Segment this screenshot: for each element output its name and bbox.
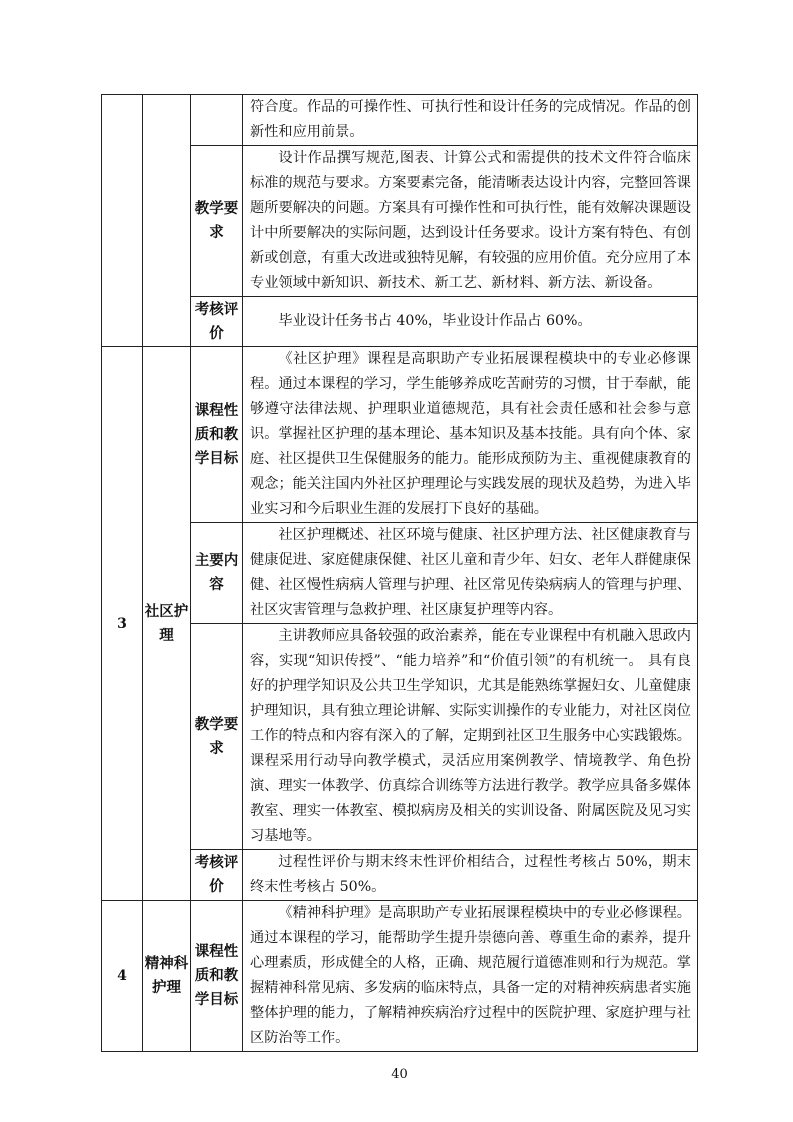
table-row [102,624,698,850]
table-row [102,347,698,523]
course-table [101,94,698,1052]
row-label: 考核评价 [191,297,243,347]
table-row [102,297,698,347]
row-text: 主讲教师应具备较强的政治素养，能在专业课程中有机融入思政内容，实现“知识传授”、“能力培养”和“价值引领”的有机统一。 具有良好的护理学知识及公共卫生学知识，尤其是能熟练掌握妇女、儿童健康护理知识，具有独立理论讲解、实际实训操作的专业能力，对社区岗位工作的特点和内容有深入的了解，定期到社区卫生服务中心实践锻炼。课程采用行动导向教学模式，灵活应用案例教学、情境教学、角色扮演、理实一体教学、仿真综合训练等方法进行教学。教学应具备多媒体教室、理实一体教室、模拟病房及相关的实训设备、附属医院及见习实习基地等。 [243,624,698,850]
course-name: 社区护理 [143,347,191,901]
row-label: 主要内容 [191,523,243,624]
row-label: 课程性质和教学目标 [191,347,243,523]
row-label: 教学要求 [191,624,243,850]
row-text: 设计作品撰写规范,图表、计算公式和需提供的技术文件符合临床标准的规范与要求。方案要素完备，能清晰表达设计内容，完整回答课题所要解决的问题。方案具有可操作性和可执行性，能有效解决课题设计中所要解决的实际问题，达到设计任务要求。设计方案有特色、有创新或创意，有重大改进或独特见解，有较强的应用价值。充分应用了本专业领域中新知识、新技术、新工艺、新材料、新方法、新设备。 [243,146,698,297]
row-label [191,95,243,146]
table-row [102,901,698,1052]
course-name: 精神科护理 [143,901,191,1052]
table-row [102,146,698,297]
row-text: 社区护理概述、社区环境与健康、社区护理方法、社区健康教育与健康促进、家庭健康保健、社区儿童和青少年、妇女、老年人群健康保健、社区慢性病病人管理与护理、社区常见传染病病人的管理与护理、社区灾害管理与急救护理、社区康复护理等内容。 [243,523,698,624]
row-number: 3 [102,347,143,901]
table-row [102,850,698,901]
row-label: 课程性质和教学目标 [191,901,243,1052]
row-text: 毕业设计任务书占 40%，毕业设计作品占 60%。 [243,297,698,347]
page-number: 40 [391,1067,408,1082]
row-text: 《社区护理》课程是高职助产专业拓展课程模块中的专业必修课程。通过本课程的学习，学生能够养成吃苦耐劳的习惯，甘于奉献，能够遵守法律法规、护理职业道德规范，具有社会责任感和社会参与意识。掌握社区护理的基本理论、基本知识及基本技能。具有向个体、家庭、社区提供卫生保健服务的能力。能形成预防为主、重视健康教育的观念；能关注国内外社区护理理论与实践发展的现状及趋势，为进入毕业实习和今后职业生涯的发展打下良好的基础。 [243,347,698,523]
row-label: 考核评价 [191,850,243,901]
row-number: 4 [102,901,143,1052]
table-row [102,95,698,146]
row-text: 《精神科护理》是高职助产专业拓展课程模块中的专业必修课程。通过本课程的学习，能帮助学生提升崇德向善、尊重生命的素养，提升心理素质，形成健全的人格，正确、规范履行道德准则和行为规范。掌握精神科常见病、多发病的临床特点，具备一定的对精神疾病患者实施整体护理的能力，了解精神疾病治疗过程中的医院护理、家庭护理与社区防治等工作。 [243,901,698,1052]
row-label: 教学要求 [191,146,243,297]
course-name [143,95,191,347]
row-number [102,95,143,347]
row-text: 过程性评价与期末终末性评价相结合，过程性考核占 50%，期末终末性考核占 50%。 [243,850,698,901]
table-row [102,523,698,624]
row-text: 符合度。作品的可操作性、可执行性和设计任务的完成情况。作品的创新性和应用前景。 [243,95,698,146]
